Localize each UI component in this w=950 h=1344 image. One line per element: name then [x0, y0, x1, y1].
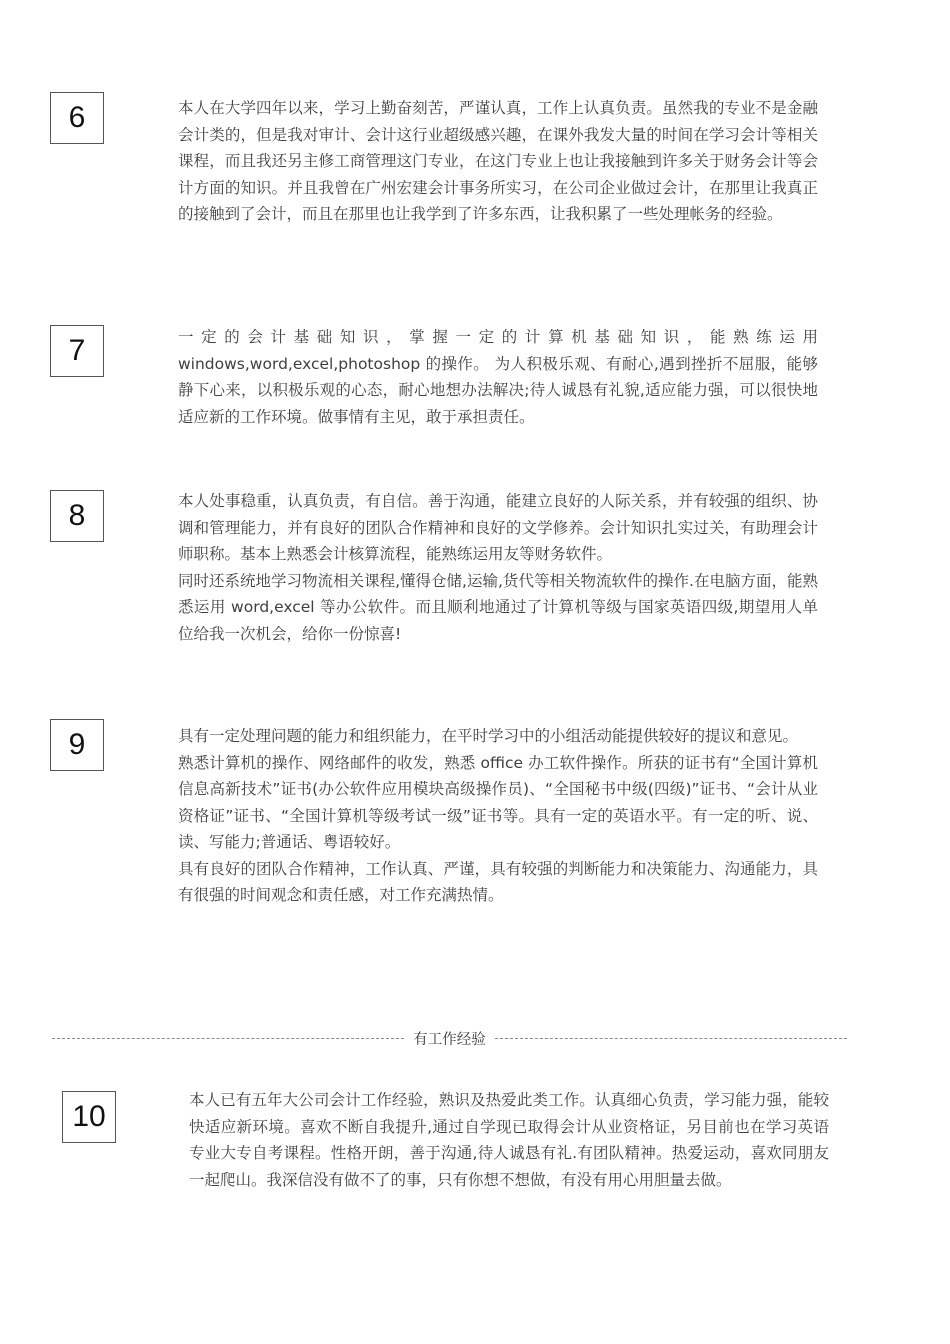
entry-paragraph: 本人处事稳重，认真负责，有自信。善于沟通，能建立良好的人际关系，并有较强的组织、协调和管理能力，并有良好的团队合作精神和良好的文学修养。会计知识扎实过关，有助理会计师职称。基本上熟悉会计核算流程，能熟练运用友等财务软件。: [178, 492, 818, 563]
entry-text: [178, 324, 818, 430]
entry-number-box: [50, 719, 104, 771]
divider-line-left: [52, 1038, 404, 1039]
entry-number: 9: [68, 728, 86, 761]
entry-paragraph: 具有一定处理问题的能力和组织能力，在平时学习中的小组活动能提供较好的提议和意见。: [178, 727, 799, 745]
entry-text: [178, 488, 818, 647]
entry-number-box: [50, 490, 104, 542]
entry-number: 6: [68, 101, 86, 134]
entry-number-box: [62, 1091, 116, 1143]
entry-paragraph: 同时还系统地学习物流相关课程,懂得仓储,运输,货代等相关物流软件的操作.在电脑方面，能熟悉运用 word,excel 等办公软件。而且顺利地通过了计算机等级与国家英语四级,期望用人单位给我一次机会，给你一份惊喜!: [178, 571, 818, 643]
entry-number-box: [50, 92, 104, 144]
entry-text: [178, 95, 818, 228]
entry-text: [178, 723, 818, 909]
entry-number-box: [50, 325, 104, 377]
section-divider: [52, 1028, 847, 1048]
entry-number: 8: [68, 499, 86, 532]
entry-paragraph: 熟悉计算机的操作、网络邮件的收发，熟悉 office 办工软件操作。所获的证书有“全国计算机信息高新技术”证书(办公软件应用模块高级操作员)、“全国秘书中级(四级)”证书、“会计从业资格证”证书、“全国计算机等级考试一级”证书等。具有一定的英语水平。有一定的听、说、读、写能力;普通话、粤语较好。: [178, 753, 818, 851]
entry-paragraph: 具有良好的团队合作精神，工作认真、严谨，具有较强的判断能力和决策能力、沟通能力，具有很强的时间观念和责任感，对工作充满热情。: [178, 859, 818, 904]
entry-number: 7: [68, 334, 86, 367]
entry-text: [189, 1087, 829, 1193]
entry-paragraph: 本人已有五年大公司会计工作经验，熟识及热爱此类工作。认真细心负责，学习能力强，能较快适应新环境。喜欢不断自我提升,通过自学现已取得会计从业资格证，另目前也在学习英语专业大专自考课程。性格开朗，善于沟通,待人诚恳有礼.有团队精神。热爱运动，喜欢同朋友一起爬山。我深信没有做不了的事，只有你想不想做，有没有用心用胆量去做。: [189, 1091, 829, 1189]
divider-line-right: [495, 1038, 847, 1039]
entry-number: 10: [72, 1100, 106, 1133]
section-divider-label: 有工作经验: [413, 1031, 486, 1048]
entry-paragraph: 本人在大学四年以来，学习上勤奋刻苦，严谨认真，工作上认真负责。虽然我的专业不是金融会计类的，但是我对审计、会计这行业超级感兴趣，在课外我发大量的时间在学习会计等相关课程，而且我还另主修工商管理这门专业，在这门专业上也让我接触到许多关于财务会计等会计方面的知识。并且我曾在广州宏建会计事务所实习，在公司企业做过会计，在那里让我真正的接触到了会计，而且在那里也让我学到了许多东西，让我积累了一些处理帐务的经验。: [178, 99, 818, 223]
entry-paragraph: 一定的会计基础知识，掌握一定的计算机基础知识，能熟练运用 windows,word,excel,photoshop 的操作。 为人积极乐观、有耐心,遇到挫折不屈服，能够静下心来，以积极乐观的心态，耐心地想办法解决;待人诚恳有礼貌,适应能力强，可以很快地适应新的工作环境。做事情有主见，敢于承担责任。: [178, 328, 818, 426]
